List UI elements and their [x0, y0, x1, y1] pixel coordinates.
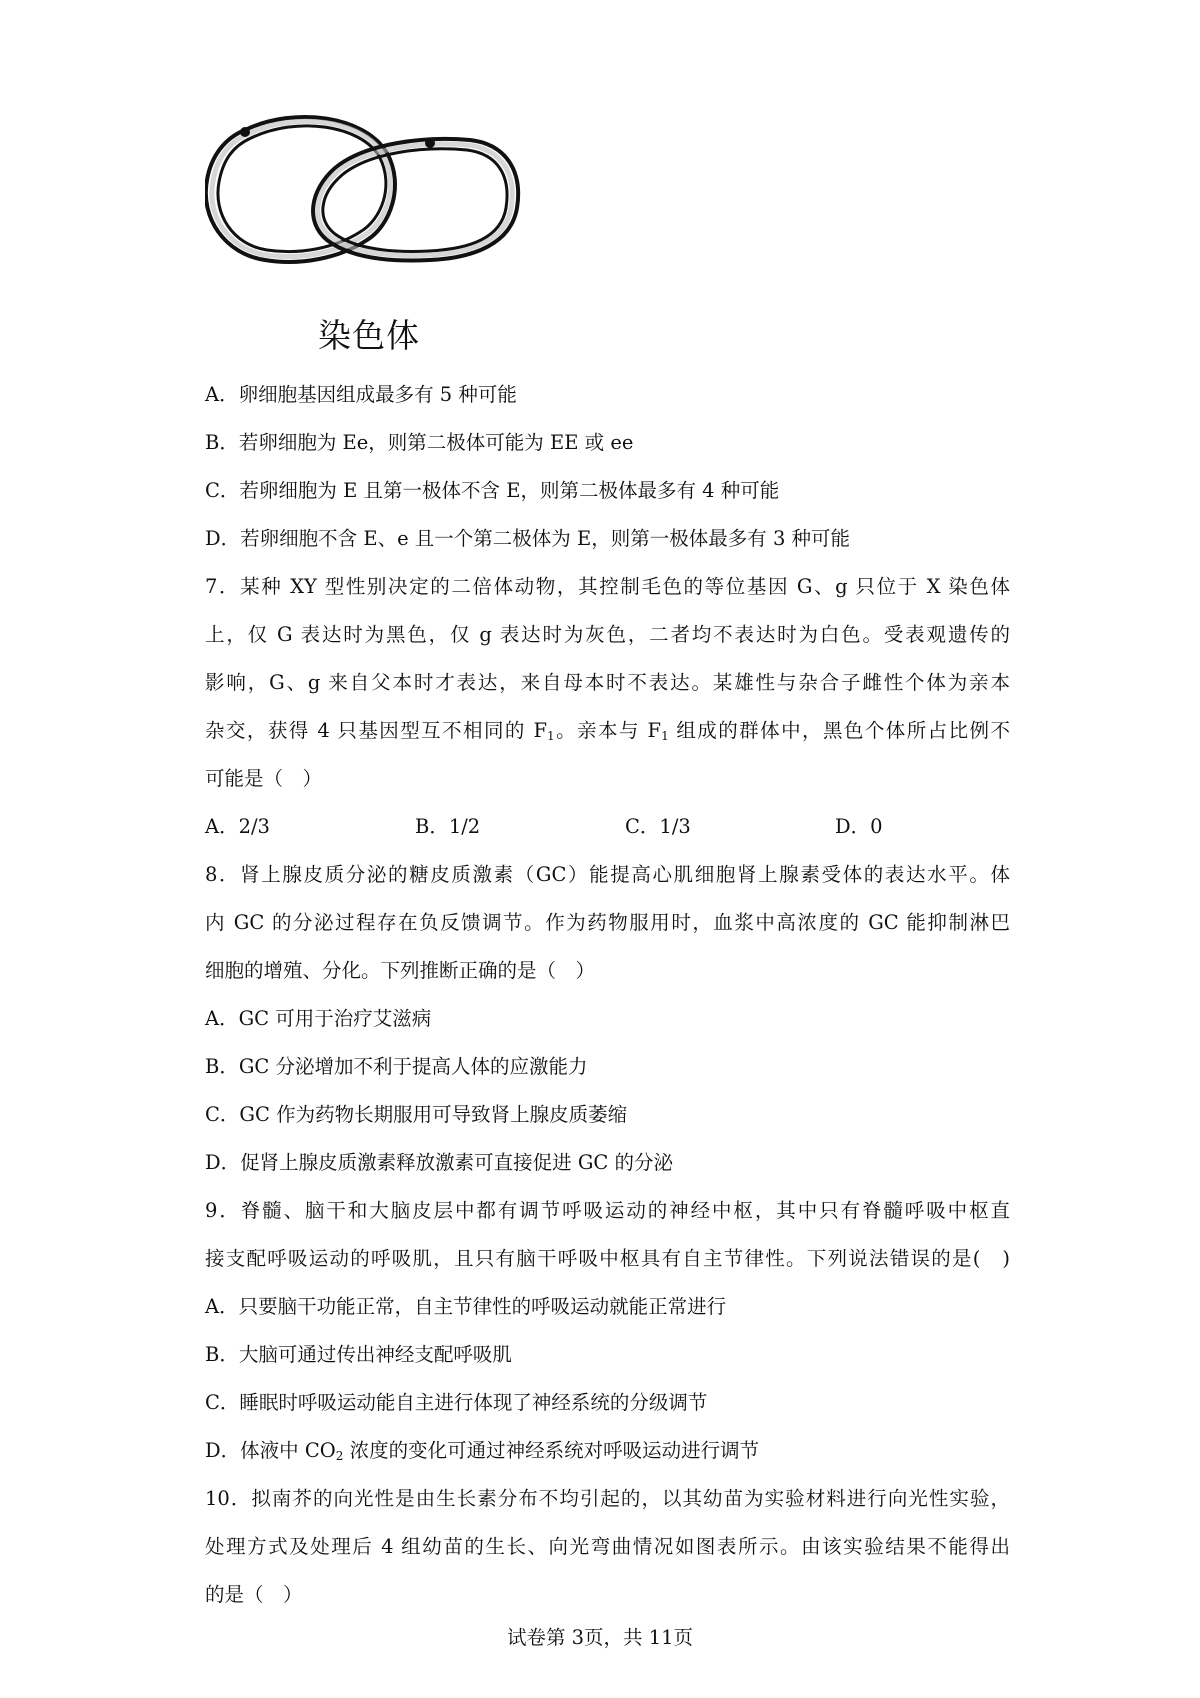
q9-stem-line-1: 9．脊髓、脑干和大脑皮层中都有调节呼吸运动的神经中枢，其中只有脊髓呼吸中枢直 — [205, 1199, 1010, 1222]
right-chromosome-ring — [313, 139, 518, 261]
q7-stem-line-2: 上，仅 G 表达时为黑色，仅 g 表达时为灰色，二者均不表达时为白色。受表观遗传的 — [205, 623, 1010, 646]
q6-option-a: A．卵细胞基因组成最多有 5 种可能 — [205, 383, 517, 406]
q6-option-b: B．若卵细胞为 Ee，则第二极体可能为 EE 或 ee — [205, 431, 634, 454]
q9-option-d-part-2: 浓度的变化可通过神经系统对呼吸运动进行调节 — [343, 1439, 760, 1462]
chromosome-rings-drawing — [205, 108, 565, 318]
q10-stem-line-3: 的是（ ） — [205, 1583, 303, 1606]
q8-option-b: B．GC 分泌增加不利于提高人体的应激能力 — [205, 1055, 588, 1078]
q9-option-b: B．大脑可通过传出神经支配呼吸肌 — [205, 1343, 512, 1366]
q7-line4-subscript-2: 1 — [661, 729, 669, 743]
q7-line4-part-3: 组成的群体中，黑色个体所占比例不 — [668, 719, 1010, 742]
centromere-dot-right — [425, 138, 435, 148]
q7-stem-line-3: 影响，G、g 来自父本时才表达，来自母本时不表达。某雄性与杂合子雌性个体为亲本 — [205, 671, 1010, 694]
q8-option-a: A．GC 可用于治疗艾滋病 — [205, 1007, 432, 1030]
q6-option-d: D．若卵细胞不含 E、e 且一个第二极体为 E，则第一极体最多有 3 种可能 — [205, 527, 851, 550]
left-chromosome-ring — [206, 117, 395, 262]
q9-option-d-subscript: 2 — [335, 1449, 344, 1463]
q8-option-c: C．GC 作为药物长期服用可导致肾上腺皮质萎缩 — [205, 1103, 628, 1126]
q7-option-b: B．1/2 — [415, 815, 481, 838]
page-footer: 试卷第 3页，共 11页 — [506, 1626, 694, 1649]
q7-stem-line-4 — [205, 719, 1010, 743]
q8-stem-line-3: 细胞的增殖、分化。下列推断正确的是（ ） — [205, 959, 596, 982]
q9-option-c: C．睡眠时呼吸运动能自主进行体现了神经系统的分级调节 — [205, 1391, 708, 1414]
q7-line4-subscript-1: 1 — [547, 729, 555, 743]
q7-line4-part-1: 杂交，获得 4 只基因型互不相同的 F — [205, 719, 548, 742]
q7-stem-line-5: 可能是（ ） — [205, 767, 323, 790]
q9-option-d-part-1: D．体液中 CO — [205, 1439, 336, 1462]
q6-option-c: C．若卵细胞为 E 且第一极体不含 E，则第二极体最多有 4 种可能 — [205, 479, 780, 502]
q10-stem-line-1: 10．拟南芥的向光性是由生长素分布不均引起的，以其幼苗为实验材料进行向光性实验， — [205, 1487, 1010, 1510]
q8-stem-line-2: 内 GC 的分泌过程存在负反馈调节。作为药物服用时，血浆中高浓度的 GC 能抑制淋巴 — [205, 911, 1010, 934]
q7-option-d: D．0 — [835, 815, 883, 838]
q9-stem-line-2: 接支配呼吸运动的呼吸肌，且只有脑干呼吸中枢具有自主节律性。下列说法错误的是( ) — [205, 1247, 1010, 1270]
q9-option-d — [205, 1439, 1010, 1463]
q8-stem-line-1: 8．肾上腺皮质分泌的糖皮质激素（GC）能提高心肌细胞肾上腺素受体的表达水平。体 — [205, 863, 1010, 886]
q9-option-a: A．只要脑干功能正常，自主节律性的呼吸运动就能正常进行 — [205, 1295, 727, 1318]
centromere-dot-left — [240, 127, 250, 137]
q7-stem-line-1: 7．某种 XY 型性别决定的二倍体动物，其控制毛色的等位基因 G、g 只位于 X 染色体 — [205, 575, 1010, 598]
q7-options-row — [205, 815, 1010, 839]
q7-option-c: C．1/3 — [625, 815, 691, 838]
q10-stem-line-2: 处理方式及处理后 4 组幼苗的生长、向光弯曲情况如图表所示。由该实验结果不能得出 — [205, 1535, 1010, 1558]
q8-option-d: D．促肾上腺皮质激素释放激素可直接促进 GC 的分泌 — [205, 1151, 674, 1174]
q7-option-a: A．2/3 — [205, 815, 270, 838]
q7-line4-part-2: 。亲本与 F — [554, 719, 662, 742]
figure-caption: 染色体 — [318, 316, 420, 355]
